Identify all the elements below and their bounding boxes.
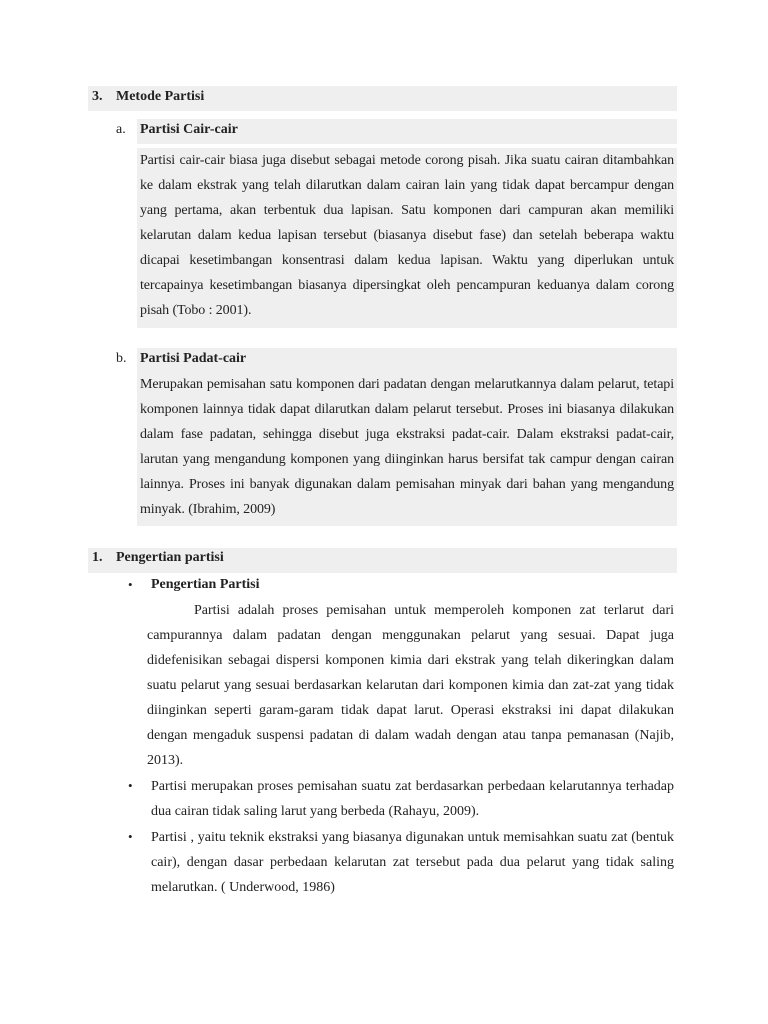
bullet-1-title: Pengertian Partisi	[151, 577, 260, 592]
bullet-3-marker: •	[128, 829, 133, 844]
section1-title: Pengertian partisi	[116, 550, 224, 565]
section3-number: 3.	[92, 89, 103, 104]
subsection-a-body: Partisi cair-cair biasa juga disebut sebagai metode corong pisah. Jika suatu cairan ditambahkan ke dalam ekstrak yang telah dilarutkan dalam cairan lain yang tidak dapat bercampur dengan yang pertama, akan terbentuk dua lapisan. Satu komponen dari campuran akan memiliki kelarutan dalam kedua lapisan tersebut (biasanya disebut fase) dan setelah beberapa waktu dicapai kesetimbangan konsentrasi dalam kedua lapisan. Waktu yang diperlukan untuk tercapainya kesetimbangan biasanya dipersingkat oleh pencampuran keduanya dalam corong pisah (Tobo : 2001).	[137, 148, 677, 328]
subsection-a-marker: a.	[116, 122, 126, 137]
section1-number: 1.	[92, 550, 103, 565]
bullet-1-marker: •	[128, 577, 133, 592]
bullet-2-body: Partisi merupakan proses pemisahan suatu zat berdasarkan perbedaan kelarutannya terhadap dua cairan tidak saling larut yang berbeda (Rahayu, 2009).	[151, 779, 674, 819]
subsection-a-title: Partisi Cair-cair	[140, 122, 238, 137]
bullet-3-body: Partisi , yaitu teknik ekstraksi yang biasanya digunakan untuk memisahkan suatu zat (bentuk cair), dengan dasar perbedaan kelarutan zat tersebut pada dua pelarut yang tidak saling melarutkan. ( Underwood, 1986)	[151, 830, 674, 895]
subsection-b-body: Merupakan pemisahan satu komponen dari padatan dengan melarutkannya dalam pelarut, tetapi komponen lainnya tidak dapat dilarutkan dalam pelarut tersebut. Proses ini biasanya dilakukan dalam fase padatan, sehingga disebut juga ekstraksi padat-cair. Dalam ekstraksi padat-cair, larutan yang mengandung komponen yang diinginkan harus bersifat tak campur dengan cairan lainnya. Proses ini banyak digunakan dalam pemisahan minyak dari bahan yang mengandung minyak. (Ibrahim, 2009)	[137, 372, 677, 526]
bullet-2-marker: •	[128, 778, 133, 793]
section3-title: Metode Partisi	[116, 89, 205, 104]
bullet-1-body: Partisi adalah proses pemisahan untuk memperoleh komponen zat terlarut dari campurannya dalam padatan dengan menggunakan pelarut yang sesuai. Dapat juga didefenisikan sebagai dispersi komponen kimia dari ekstrak yang telah dikeringkan dalam suatu pelarut yang sesuai berdasarkan kelarutan dari komponen kimia dan zat-zat yang tidak diinginkan seperti garam-garam tidak dapat larut. Operasi ekstraksi ini dapat dilakukan dengan mengaduk suspensi padatan di dalam wadah dengan atau tanpa pemanasan (Najib, 2013).	[147, 603, 674, 768]
subsection-b-marker: b.	[116, 351, 127, 366]
subsection-b-title: Partisi Padat-cair	[140, 351, 247, 366]
